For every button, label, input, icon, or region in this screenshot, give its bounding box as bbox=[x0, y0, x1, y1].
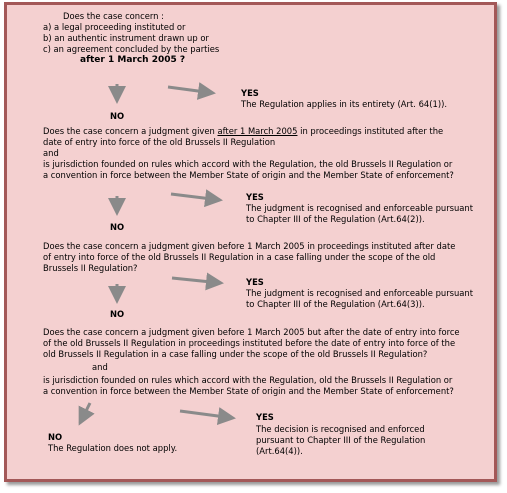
q2-yes-label: YES bbox=[246, 192, 264, 202]
q3-no-label: NO bbox=[110, 309, 125, 319]
q1-yes-text: The Regulation applies in its entirety (Art. 64(1)). bbox=[241, 99, 448, 109]
q4-line-5: is jurisdiction founded on rules which accord with the Regulation, old the Brussels II Regulation or bbox=[43, 375, 453, 385]
q4-no-label: NO bbox=[48, 432, 63, 442]
q1-yes-label: YES bbox=[241, 88, 259, 98]
arrow-q2-yes bbox=[171, 194, 220, 200]
q1-line-2: a) a legal proceeding instituted or bbox=[43, 22, 186, 32]
q3-yes-line-2: to Chapter III of the Regulation (Art.64(3)). bbox=[246, 299, 425, 309]
q4-yes-line-1: The decision is recognised and enforced bbox=[256, 424, 425, 434]
q1-line-3: b) an authentic instrument drawn up or bbox=[43, 33, 209, 43]
q4-no-text: The Regulation does not apply. bbox=[48, 443, 178, 453]
q4-yes-line-3: (Art.64(4)). bbox=[256, 446, 303, 456]
q2-line-1-c: in proceedings instituted after the bbox=[297, 126, 444, 136]
arrow-q4-no bbox=[80, 403, 90, 423]
q2-line-2: date of entry into force of the old Brussels II Regulation bbox=[43, 137, 276, 147]
arrow-q4-yes bbox=[180, 411, 233, 418]
q3-yes-line-1: The judgment is recognised and enforceable pursuant bbox=[246, 288, 474, 298]
q4-line-2: of the old Brussels II Regulation in proceedings instituted before the date of entry into force of the bbox=[43, 338, 456, 348]
q1-line-4: c) an agreement concluded by the parties bbox=[43, 44, 220, 54]
q4-yes-line-2: pursuant to Chapter III of the Regulation bbox=[256, 435, 426, 445]
q2-yes-line-2: to Chapter III of the Regulation (Art.64(2)). bbox=[246, 214, 425, 224]
q2-yes-line-1: The judgment is recognised and enforceable pursuant bbox=[246, 203, 474, 213]
q2-line-1-a: Does the case concern a judgment given bbox=[43, 126, 218, 136]
q2-line-1-date: after 1 March 2005 bbox=[217, 126, 298, 136]
q2-line-1 bbox=[43, 126, 443, 136]
q4-line-6: a convention in force between the Member State of origin and the Member State of enforcement? bbox=[43, 386, 454, 396]
arrow-q3-yes bbox=[172, 278, 221, 283]
q3-line-1: Does the case concern a judgment given before 1 March 2005 in proceedings instituted after date bbox=[43, 241, 456, 251]
q4-yes-label: YES bbox=[256, 412, 274, 422]
q4-line-3: old Brussels II Regulation in a case falling under the scope of the old Brussels II Regulation? bbox=[43, 349, 428, 359]
q4-line-1: Does the case concern a judgment given before 1 March 2005 but after the date of entry into force bbox=[43, 327, 460, 337]
q2-line-5: a convention in force between the Member State of origin and the Member State of enforcement? bbox=[43, 170, 454, 180]
q3-line-2: of entry into force of the old Brussels II Regulation in a case falling under the scope of the old bbox=[43, 252, 436, 262]
q1-line-1: Does the case concern : bbox=[63, 11, 164, 21]
arrow-q1-yes bbox=[168, 87, 213, 93]
q3-line-3: Brussels II Regulation? bbox=[43, 263, 138, 273]
q2-no-label: NO bbox=[110, 222, 125, 232]
q4-line-4: and bbox=[92, 362, 108, 372]
q2-line-3: and bbox=[43, 148, 59, 158]
q3-yes-label: YES bbox=[246, 277, 264, 287]
q1-date-question: after 1 March 2005 ? bbox=[80, 55, 186, 65]
q1-no-label: NO bbox=[110, 111, 125, 121]
q2-line-4: is jurisdiction founded on rules which accord with the Regulation, the old Brussels II Regulation or bbox=[43, 159, 453, 169]
